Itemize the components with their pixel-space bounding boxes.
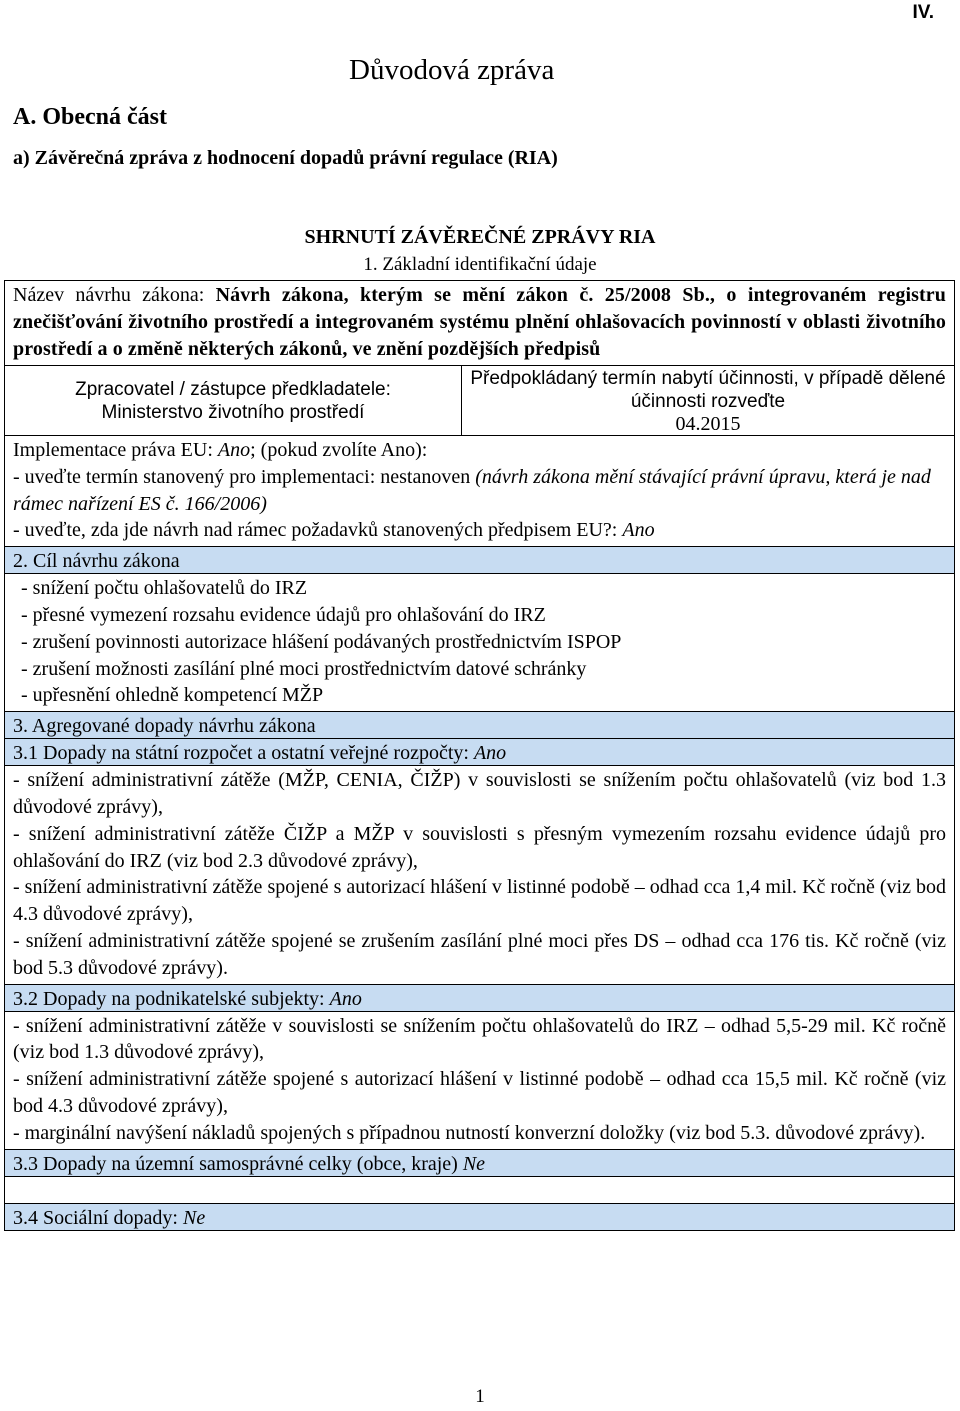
ria-summary-table [4,280,955,1231]
state-budget-label: 3.1 Dopady na státní rozpočet a ostatní veřejné rozpočty: [13,742,474,765]
goal-list [4,574,955,712]
state-budget-header [4,739,955,766]
social-value: Ne [182,1206,206,1229]
business-item: - snížení administrativní zátěže spojené s autorizací hlášení v listinné podobě – odhad cca 15,5 mil. Kč ročně (viz bod 4.3 důvodové zprávy), [13,1068,946,1117]
business-label: 3.2 Dopady na podnikatelské subjekty: [13,987,330,1010]
state-budget-item: - snížení administrativní zátěže (MŽP, CENIA, ČIŽP) v souvislosti se snížením počtu ohlašovatelů (viz bod 1.3 důvodové zprávy), [13,769,946,818]
eu-deadline-note: (návrh zákona mění stávající právní úpravu, která je nad rámec nařízení ES č. 166/2006) [13,465,931,515]
submitter-label: Zpracovatel / zástupce předkladatele: [75,379,391,400]
business-list [4,1012,955,1150]
social-header [4,1204,955,1231]
submitter-effect-row [4,366,955,436]
subsection-heading: a) Závěrečná zpráva z hodnocení dopadů právní regulace (RIA) [13,147,558,169]
eu-implementation-cell [4,436,955,547]
submitter-cell [5,366,462,435]
effect-date-cell [462,366,954,435]
section-heading: A. Obecná část [13,104,167,130]
eu-beyond-label: - uveďte, zda jde návrh nad rámec požadavků stanovených předpisem EU?: [13,519,623,542]
state-budget-value: Ano [473,742,507,765]
eu-value: Ano [217,439,251,461]
summary-title: SHRNUTÍ ZÁVĚREČNÉ ZPRÁVY RIA [304,226,656,248]
territorial-header [4,1150,955,1177]
territorial-label: 3.3 Dopady na územní samosprávné celky (obce, kraje) [13,1152,463,1175]
goal-item: - zrušení povinnosti autorizace hlášení podávaných prostřednictvím ISPOP [21,630,622,653]
goal-header: 2. Cíl návrhu zákona [4,547,955,574]
state-budget-item: - snížení administrativní zátěže ČIŽP a MŽP v souvislosti s přesným vymezením rozsahu evidence údajů pro ohlašování do IRZ (viz bod 2.3 důvodové zprávy), [13,822,946,872]
proposal-name-cell [4,281,955,366]
business-value: Ano [329,987,362,1010]
state-budget-item: - snížení administrativní zátěže spojené se zrušením zasílání plné moci přes DS – odhad cca 176 tis. Kč ročně (viz bod 5.3 důvodové zprávy). [13,929,946,979]
business-header [4,985,955,1012]
proposal-name-value: Návrh zákona, kterým se mění zákon č. 25/2008 Sb., o integrovaném registru znečišťování životního prostředí a integrovaném systému plnění ohlašovacích povinností v oblasti životního prostředí a o změně některých zákonů, ve znění pozdějších předpisů [13,284,946,360]
impacts-header: 3. Agregované dopady návrhu zákona [4,712,955,739]
document-title: Důvodová zpráva [349,54,555,86]
territorial-value: Ne [462,1152,486,1175]
effect-date-label: Předpokládaný termín nabytí účinnosti, v případě dělené účinnosti rozveďte [470,368,946,412]
section-roman-numeral: IV. [912,2,934,23]
social-label: 3.4 Sociální dopady: [13,1206,183,1229]
effect-date-value: 04.2015 [675,413,741,435]
territorial-empty-cell [4,1177,955,1204]
state-budget-list [4,766,955,984]
basic-identification-heading: 1. Základní identifikační údaje [363,254,597,275]
eu-label: Implementace práva EU: [13,439,218,461]
goal-item: - zrušení možnosti zasílání plné moci prostřednictvím datové schránky [21,657,587,680]
business-item: - marginální navýšení nákladů spojených s případnou nutností konverzní doložky (viz bod 5.3. důvodové zprávy). [13,1121,926,1144]
eu-deadline-label: - uveďte termín stanovený pro implementaci: nestanoven [13,465,476,488]
goal-item: - upřesnění ohledně kompetencí MŽP [21,684,324,707]
submitter-value: Ministerstvo životního prostředí [101,402,365,423]
proposal-name-label: Název návrhu zákona: [13,284,216,306]
goal-item: - snížení počtu ohlašovatelů do IRZ [21,577,308,600]
state-budget-item: - snížení administrativní zátěže spojené s autorizací hlášení v listinné podobě – odhad cca 1,4 mil. Kč ročně (viz bod 4.3 důvodové zprávy), [13,876,946,926]
eu-beyond-value: Ano [622,519,655,542]
eu-suffix: ; (pokud zvolíte Ano): [250,439,428,461]
business-item: - snížení administrativní zátěže v souvislosti se snížením počtu ohlašovatelů do IRZ – odhad 5,5-29 mil. Kč ročně (viz bod 1.3 důvodové zprávy), [13,1014,946,1064]
goal-item: - přesné vymezení rozsahu evidence údajů pro ohlašování do IRZ [21,603,546,626]
page-number: 1 [475,1386,485,1407]
